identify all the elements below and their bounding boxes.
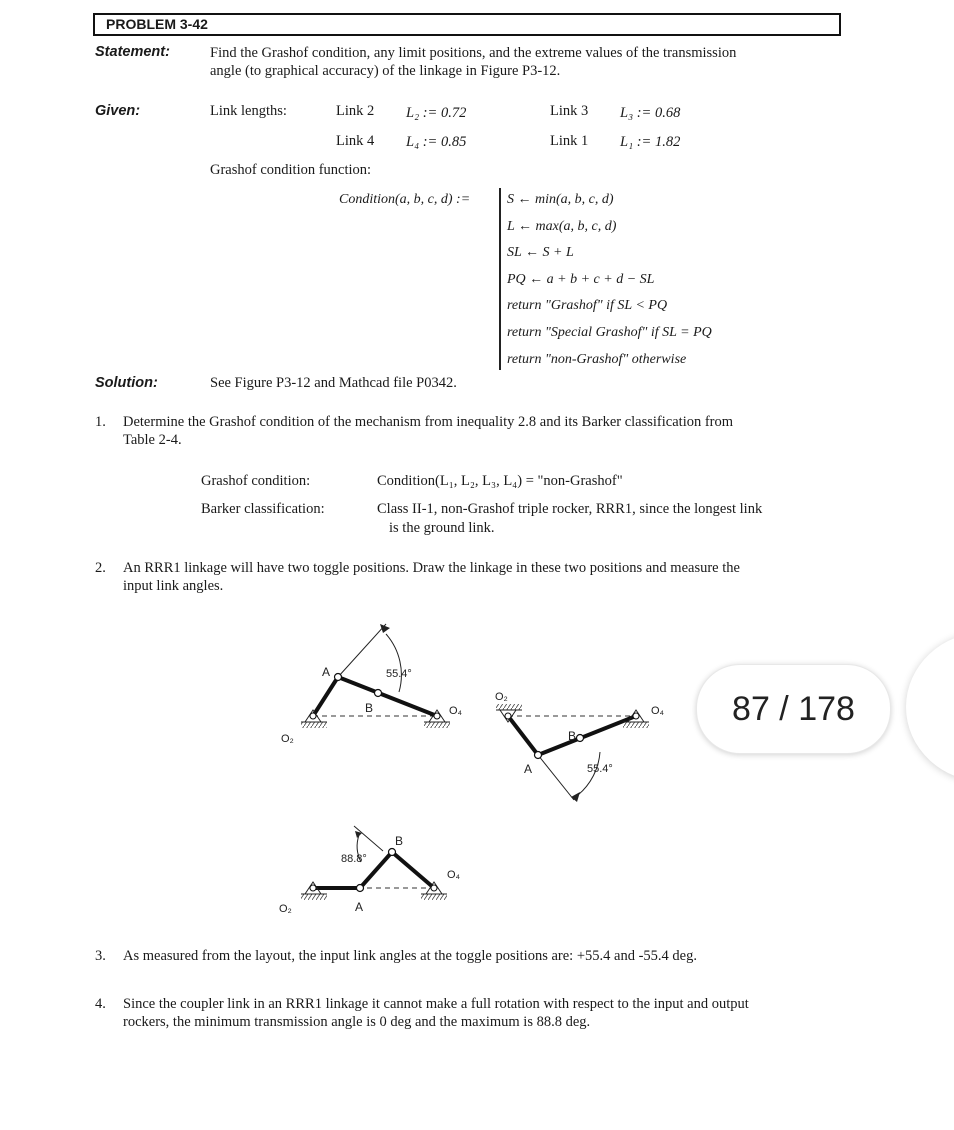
coupler-link (338, 677, 437, 716)
input-link (313, 677, 338, 716)
label-a: A (355, 900, 364, 914)
pin-b (389, 849, 396, 856)
link-4-name: Link 4 (336, 133, 375, 149)
max-transmission-position (279, 826, 461, 915)
pin-a (535, 752, 542, 759)
label-o2: O₂ (495, 691, 508, 703)
problem-header (93, 13, 841, 36)
link-3-name: Link 3 (550, 103, 589, 119)
step-1-number: 1. (95, 414, 106, 430)
function-label: Grashof condition function: (210, 162, 372, 178)
program-line-7: return "non-Grashof" otherwise (507, 352, 687, 367)
solution-label: Solution: (95, 375, 158, 391)
output-link (392, 852, 434, 888)
angle-reference-line (338, 624, 386, 677)
problem-title: PROBLEM 3-42 (106, 16, 208, 32)
label-a: A (524, 762, 533, 776)
angle-label-3: 88.8° (341, 853, 367, 865)
program-line-5: return "Grashof" if SL < PQ (507, 298, 668, 313)
page-indicator: 87 / 178 (696, 664, 891, 754)
barker-line-1: Class II-1, non-Grashof triple rocker, RRR1, since the longest link (377, 501, 763, 517)
program-line-4: PQ ← a + b + c + d − SL (507, 272, 655, 287)
angle-label-1: 55.4° (386, 668, 412, 680)
statement-line-1: Find the Grashof condition, any limit positions, and the extreme values of the transmission (210, 45, 737, 61)
step-3-number: 3. (95, 948, 106, 964)
ground-pivot-o2 (301, 710, 327, 728)
barker-line-2: is the ground link. (389, 520, 495, 536)
program-line-2: L ← max(a, b, c, d) (507, 219, 617, 234)
ground-pivot-o2 (496, 704, 522, 722)
link-3-value: L₃ := 0.68 (620, 105, 681, 121)
label-b: B (395, 834, 404, 848)
link-1-value: L₁ := 1.82 (620, 134, 681, 150)
given-label: Given: (95, 103, 141, 119)
angle-arc (386, 634, 401, 692)
function-definition: Condition(a, b, c, d) := (339, 192, 471, 207)
step-1-line-2: Table 2-4. (123, 432, 182, 448)
barker-label: Barker classification: (201, 501, 325, 517)
statement-label: Statement: (95, 44, 170, 60)
pin-a (335, 674, 342, 681)
solution-text: See Figure P3-12 and Mathcad file P0342. (210, 375, 457, 391)
grashof-value: Condition(L₁, L₂, L₃, L₄) = "non-Grashof" (377, 473, 623, 489)
pin-b (375, 690, 382, 697)
label-b: B (365, 701, 374, 715)
step-2-line-2: input link angles. (123, 578, 224, 594)
program-line-3: SL ← S + L (507, 245, 574, 260)
label-o4: O₄ (449, 705, 463, 717)
step-1-line-1: Determine the Grashof condition of the mechanism from inequality 2.8 and its Barker classification from (123, 414, 734, 430)
link-2-value: L₂ := 0.72 (406, 105, 467, 121)
toggle-position-lower (495, 691, 665, 802)
label-o2: O₂ (281, 733, 294, 745)
grashof-label: Grashof condition: (201, 473, 311, 489)
step-2-line-1: An RRR1 linkage will have two toggle positions. Draw the linkage in these two positions and measure the (123, 560, 740, 576)
link-4-value: L₄ := 0.85 (406, 134, 467, 150)
pin-b (577, 735, 584, 742)
angle-label-2: 55.4° (587, 763, 613, 775)
coupler-link (538, 716, 636, 755)
program-line-1: S ← min(a, b, c, d) (507, 192, 614, 207)
ground-pivot-o2 (301, 882, 327, 900)
pin-a (357, 885, 364, 892)
label-o2: O₂ (279, 903, 292, 915)
step-4-line-1: Since the coupler link in an RRR1 linkage it cannot make a full rotation with respect to the input and output (123, 996, 749, 1012)
label-o4: O₄ (447, 869, 461, 881)
step-3-line-1: As measured from the layout, the input link angles at the toggle positions are: +55.4 and -55.4 deg. (123, 948, 697, 964)
link-2-name: Link 2 (336, 103, 375, 119)
linkage-figure (0, 600, 954, 930)
label-a: A (322, 665, 331, 679)
ground-pivot-o4 (421, 882, 447, 900)
toggle-position-upper (281, 624, 463, 745)
label-o4: O₄ (651, 705, 665, 717)
step-4-number: 4. (95, 996, 106, 1012)
program-line-6: return "Special Grashof" if SL = PQ (507, 325, 712, 340)
step-4-line-2: rockers, the minimum transmission angle is 0 deg and the maximum is 88.8 deg. (123, 1014, 591, 1030)
arrowhead (571, 792, 580, 802)
statement-line-2: angle (to graphical accuracy) of the linkage in Figure P3-12. (210, 63, 561, 79)
angle-reference-line (538, 755, 574, 800)
label-b: B (568, 729, 577, 743)
link-lengths-label: Link lengths: (210, 103, 287, 119)
link-1-name: Link 1 (550, 133, 589, 149)
input-link (508, 716, 538, 755)
program-bracket (499, 188, 501, 370)
step-2-number: 2. (95, 560, 106, 576)
